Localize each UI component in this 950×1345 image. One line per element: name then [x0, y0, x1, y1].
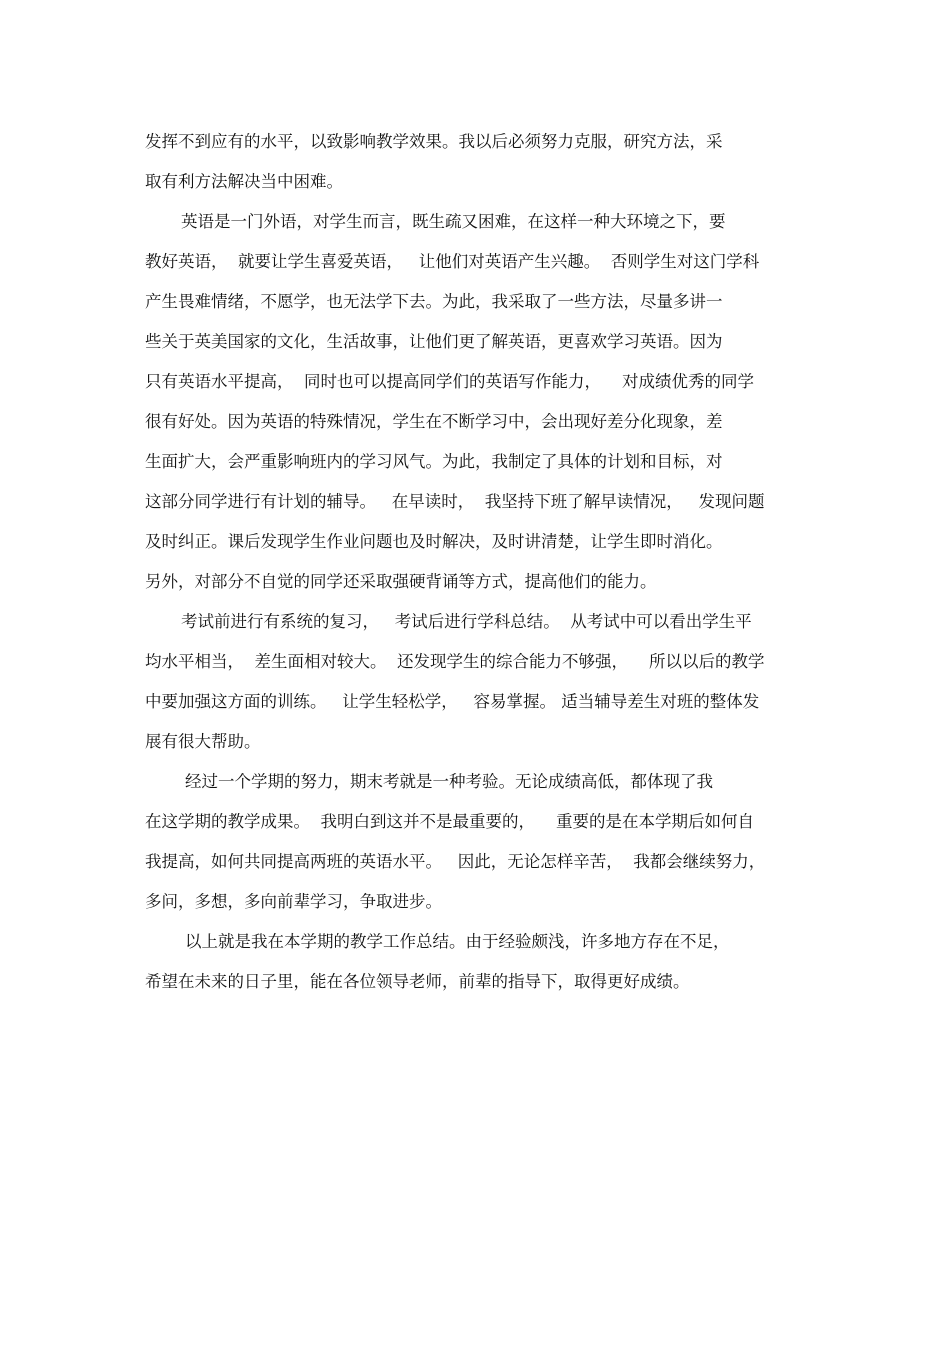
paragraph-line: 多问，多想，多向前辈学习，争取进步。: [145, 892, 442, 911]
paragraph-2: [145, 202, 845, 602]
paragraph-line: 产生畏难情绪，不愿学，也无法学下去。为此，我采取了一些方法，尽量多讲一: [145, 292, 723, 311]
paragraph-line: 发挥不到应有的水平，以致影响教学效果。我以后必须努力克服，研究方法，采: [145, 132, 723, 151]
paragraph-line: 另外，对部分不自觉的同学还采取强硬背诵等方式，提高他们的能力。: [145, 572, 657, 591]
paragraph-line: 经过一个学期的努力，期末考就是一种考验。无论成绩高低，都体现了我: [185, 772, 713, 791]
paragraph-line: 希望在未来的日子里，能在各位领导老师，前辈的指导下，取得更好成绩。: [145, 972, 690, 991]
paragraph-line: 只有英语水平提高， 同时也可以提高同学们的英语写作能力， 对成绩优秀的同学: [145, 372, 754, 391]
paragraph-line: 很有好处。因为英语的特殊情况，学生在不断学习中，会出现好差分化现象，差: [145, 412, 723, 431]
document-body: [145, 122, 845, 1002]
paragraph-line: 在这学期的教学成果。 我明白到这并不是最重要的， 重要的是在本学期后如何自: [145, 812, 754, 831]
paragraph-line: 我提高，如何共同提高两班的英语水平。 因此，无论怎样辛苦， 我都会继续努力，: [145, 852, 766, 871]
paragraph-line: 考试前进行有系统的复习， 考试后进行学科总结。 从考试中可以看出学生平: [181, 612, 752, 631]
paragraph-line: 以上就是我在本学期的教学工作总结。由于经验颇浅，许多地方存在不足，: [185, 932, 730, 951]
paragraph-line: 英语是一门外语，对学生而言，既生疏又困难，在这样一种大环境之下，要: [181, 212, 726, 231]
paragraph-line: 及时纠正。课后发现学生作业问题也及时解决，及时讲清楚，让学生即时消化。: [145, 532, 723, 551]
paragraph-line: 些关于英美国家的文化，生活故事，让他们更了解英语，更喜欢学习英语。因为: [145, 332, 723, 351]
paragraph-5: [145, 922, 845, 1002]
paragraph-line: 这部分同学进行有计划的辅导。 在早读时， 我坚持下班了解早读情况， 发现问题: [145, 492, 765, 511]
paragraph-1: [145, 122, 845, 202]
paragraph-line: 展有很大帮助。: [145, 732, 261, 751]
paragraph-line: 生面扩大，会严重影响班内的学习风气。为此，我制定了具体的计划和目标，对: [145, 452, 723, 471]
paragraph-line: 中要加强这方面的训练。 让学生轻松学， 容易掌握。 适当辅导差生对班的整体发: [145, 692, 760, 711]
paragraph-line: 均水平相当， 差生面相对较大。 还发现学生的综合能力不够强， 所以以后的教学: [145, 652, 765, 671]
paragraph-3: [145, 602, 845, 762]
paragraph-4: [145, 762, 845, 922]
paragraph-line: 教好英语， 就要让学生喜爱英语， 让他们对英语产生兴趣。 否则学生对这门学科: [145, 252, 760, 271]
paragraph-line: 取有利方法解决当中困难。: [145, 172, 343, 191]
